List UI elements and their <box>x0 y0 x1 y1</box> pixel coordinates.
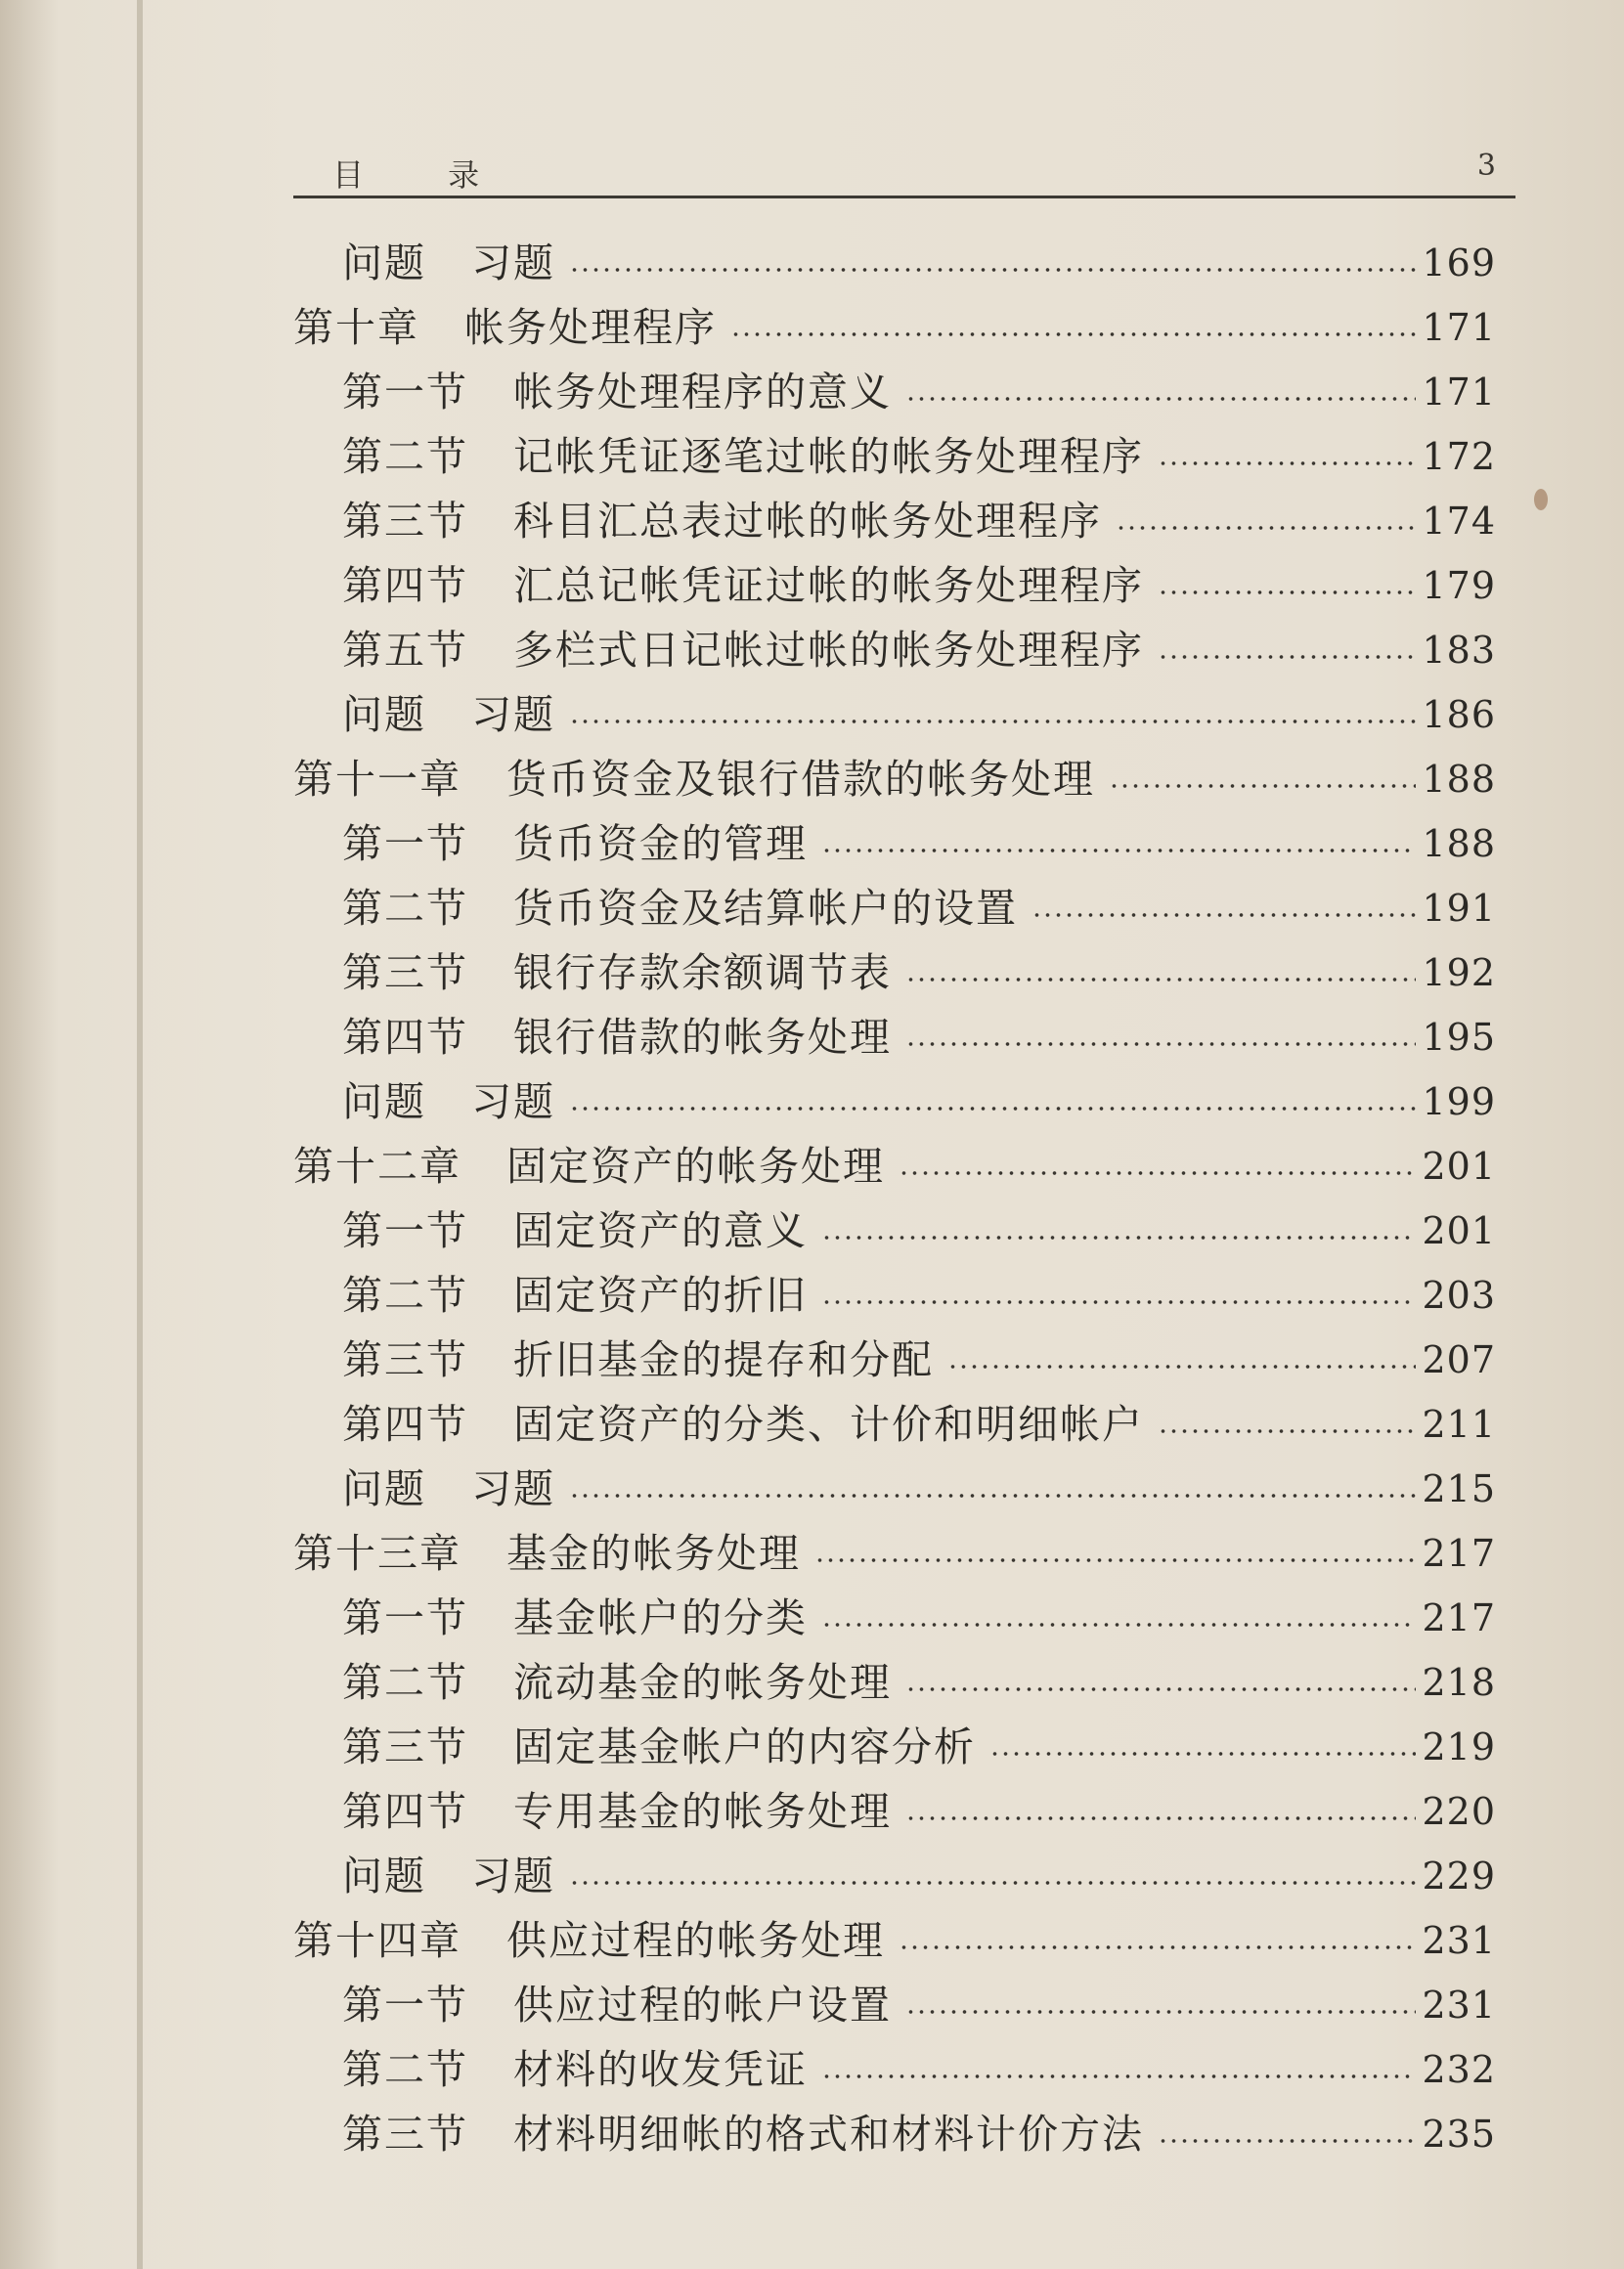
toc-page-number: 174 <box>1422 500 1496 543</box>
dot-leader <box>1158 1429 1416 1433</box>
toc-label: 第二节 <box>342 433 468 480</box>
toc-section-row <box>293 2102 1496 2166</box>
toc-section-row <box>293 1392 1496 1457</box>
toc-page-number: 171 <box>1422 306 1496 349</box>
header-rule <box>293 196 1515 198</box>
dot-leader <box>1031 913 1416 917</box>
toc-page-number: 211 <box>1422 1403 1496 1446</box>
header-page-number: 3 <box>1476 149 1496 183</box>
toc-page-number: 231 <box>1422 1919 1496 1962</box>
toc-label: 问题 <box>342 691 426 738</box>
toc-section-row <box>293 1779 1496 1844</box>
toc-label: 第二节 <box>342 1659 468 1706</box>
toc-chapter-row <box>293 295 1496 360</box>
toc-page-number: 219 <box>1422 1725 1496 1768</box>
toc-label: 第一节 <box>342 369 468 415</box>
toc-title: 固定资产的折旧 <box>513 1272 808 1319</box>
toc-page-number: 201 <box>1422 1145 1496 1188</box>
dot-leader <box>569 1107 1416 1111</box>
toc-title: 基金的帐务处理 <box>506 1530 801 1577</box>
toc-page-number: 231 <box>1422 1984 1496 2027</box>
dot-leader <box>569 1881 1416 1885</box>
toc-section-row <box>293 1457 1496 1521</box>
toc-page-number: 191 <box>1422 887 1496 930</box>
toc-page-number: 195 <box>1422 1016 1496 1059</box>
toc-title: 材料明细帐的格式和材料计价方法 <box>513 2111 1144 2158</box>
toc-label: 问题 <box>342 240 426 286</box>
dot-leader <box>821 849 1416 852</box>
toc-title: 货币资金及银行借款的帐务处理 <box>506 756 1095 803</box>
toc-title: 帐务处理程序 <box>464 304 717 351</box>
dot-leader <box>1116 526 1416 530</box>
toc-label: 第二节 <box>342 885 468 932</box>
dot-leader <box>1158 2139 1416 2143</box>
toc-section-row <box>293 231 1496 295</box>
toc-section-row <box>293 1973 1496 2037</box>
toc-chapter-row <box>293 1908 1496 1973</box>
toc-title: 固定资产的意义 <box>513 1207 808 1254</box>
toc-chapter-row <box>293 1521 1496 1586</box>
toc-title: 折旧基金的提存和分配 <box>513 1336 934 1383</box>
dot-leader <box>1158 461 1416 465</box>
toc-label: 第四节 <box>342 1401 468 1448</box>
toc-label: 第三节 <box>342 1724 468 1770</box>
toc-title: 固定基金帐户的内容分析 <box>513 1724 976 1770</box>
toc-page-number: 235 <box>1422 2113 1496 2156</box>
dot-leader <box>1158 590 1416 594</box>
dot-leader <box>905 978 1416 982</box>
toc-section-row <box>293 618 1496 682</box>
toc-label: 第十四章 <box>293 1917 461 1964</box>
toc-section-row <box>293 940 1496 1005</box>
dot-leader <box>905 397 1416 401</box>
toc-section-row <box>293 682 1496 747</box>
toc-title: 固定资产的帐务处理 <box>506 1143 885 1190</box>
table-of-contents <box>293 231 1496 2166</box>
toc-title: 银行存款余额调节表 <box>513 949 892 996</box>
toc-page-number: 199 <box>1422 1080 1496 1123</box>
dot-leader <box>905 1816 1416 1820</box>
toc-page-number: 215 <box>1422 1467 1496 1510</box>
dot-leader <box>1109 784 1416 788</box>
toc-page-number: 171 <box>1422 371 1496 414</box>
dot-leader <box>989 1752 1416 1756</box>
toc-page-number: 172 <box>1422 435 1496 478</box>
toc-label: 第十三章 <box>293 1530 461 1577</box>
toc-section-row <box>293 1263 1496 1328</box>
toc-label: 第三节 <box>342 2111 468 2158</box>
page-header <box>293 147 1515 194</box>
toc-label: 第十章 <box>293 304 419 351</box>
toc-section-row <box>293 1650 1496 1715</box>
toc-label: 第一节 <box>342 1594 468 1641</box>
toc-chapter-row <box>293 747 1496 811</box>
toc-section-row <box>293 1069 1496 1134</box>
toc-page-number: 183 <box>1422 629 1496 672</box>
toc-section-row <box>293 1005 1496 1069</box>
dot-leader <box>730 332 1416 336</box>
toc-section-row <box>293 1844 1496 1908</box>
toc-section-row <box>293 1328 1496 1392</box>
toc-section-row <box>293 876 1496 940</box>
toc-title: 基金帐户的分类 <box>513 1594 808 1641</box>
dot-leader <box>905 1042 1416 1046</box>
toc-label: 第四节 <box>342 562 468 609</box>
toc-chapter-row <box>293 1134 1496 1199</box>
toc-section-row <box>293 424 1496 489</box>
toc-page-number: 188 <box>1422 758 1496 801</box>
header-title: 目 录 <box>332 156 517 194</box>
toc-label: 问题 <box>342 1853 426 1899</box>
toc-label: 第一节 <box>342 1207 468 1254</box>
toc-title: 记帐凭证逐笔过帐的帐务处理程序 <box>513 433 1144 480</box>
dot-leader <box>569 1494 1416 1498</box>
toc-label: 第三节 <box>342 1336 468 1383</box>
ink-smudge <box>1534 489 1548 510</box>
toc-page-number: 217 <box>1422 1532 1496 1575</box>
dot-leader <box>821 1623 1416 1627</box>
toc-page-number: 201 <box>1422 1209 1496 1252</box>
toc-title: 供应过程的帐户设置 <box>513 1982 892 2029</box>
dot-leader <box>821 1300 1416 1304</box>
toc-section-row <box>293 1715 1496 1779</box>
toc-page-number: 232 <box>1422 2048 1496 2091</box>
toc-title: 习题 <box>471 1078 555 1125</box>
toc-title: 习题 <box>471 1465 555 1512</box>
toc-page-number: 192 <box>1422 951 1496 994</box>
toc-label: 问题 <box>342 1078 426 1125</box>
toc-title: 习题 <box>471 691 555 738</box>
toc-label: 问题 <box>342 1465 426 1512</box>
dot-leader <box>1158 655 1416 659</box>
dot-leader <box>821 2074 1416 2078</box>
toc-title: 货币资金及结算帐户的设置 <box>513 885 1018 932</box>
toc-page-number: 218 <box>1422 1661 1496 1704</box>
toc-page-number: 207 <box>1422 1338 1496 1381</box>
dot-leader <box>814 1558 1416 1562</box>
dot-leader <box>569 720 1416 723</box>
toc-title: 多栏式日记帐过帐的帐务处理程序 <box>513 627 1144 674</box>
toc-label: 第一节 <box>342 820 468 867</box>
toc-title: 帐务处理程序的意义 <box>513 369 892 415</box>
page-spine-shadow <box>137 0 143 2269</box>
dot-leader <box>821 1236 1416 1240</box>
toc-page-number: 179 <box>1422 564 1496 607</box>
toc-section-row <box>293 1199 1496 1263</box>
toc-title: 科目汇总表过帐的帐务处理程序 <box>513 498 1102 545</box>
toc-page-number: 220 <box>1422 1790 1496 1833</box>
toc-label: 第三节 <box>342 498 468 545</box>
toc-label: 第三节 <box>342 949 468 996</box>
toc-title: 汇总记帐凭证过帐的帐务处理程序 <box>513 562 1144 609</box>
toc-title: 货币资金的管理 <box>513 820 808 867</box>
toc-page-number: 229 <box>1422 1854 1496 1898</box>
toc-label: 第二节 <box>342 2046 468 2093</box>
toc-section-row <box>293 2037 1496 2102</box>
toc-label: 第四节 <box>342 1014 468 1061</box>
dot-leader <box>899 1171 1416 1175</box>
dot-leader <box>905 2010 1416 2014</box>
toc-section-row <box>293 489 1496 553</box>
toc-title: 专用基金的帐务处理 <box>513 1788 892 1835</box>
dot-leader <box>899 1945 1416 1949</box>
toc-label: 第一节 <box>342 1982 468 2029</box>
toc-title: 材料的收发凭证 <box>513 2046 808 2093</box>
toc-title: 银行借款的帐务处理 <box>513 1014 892 1061</box>
toc-section-row <box>293 811 1496 876</box>
dot-leader <box>947 1365 1416 1369</box>
toc-label: 第五节 <box>342 627 468 674</box>
toc-section-row <box>293 360 1496 424</box>
toc-page-number: 188 <box>1422 822 1496 865</box>
toc-page-number: 186 <box>1422 693 1496 736</box>
toc-label: 第十二章 <box>293 1143 461 1190</box>
toc-label: 第二节 <box>342 1272 468 1319</box>
toc-title: 习题 <box>471 240 555 286</box>
toc-label: 第四节 <box>342 1788 468 1835</box>
dot-leader <box>569 268 1416 272</box>
toc-section-row <box>293 1586 1496 1650</box>
toc-title: 固定资产的分类、计价和明细帐户 <box>513 1401 1144 1448</box>
toc-title: 供应过程的帐务处理 <box>506 1917 885 1964</box>
toc-title: 习题 <box>471 1853 555 1899</box>
toc-page-number: 169 <box>1422 241 1496 284</box>
toc-label: 第十一章 <box>293 756 461 803</box>
toc-section-row <box>293 553 1496 618</box>
toc-page-number: 203 <box>1422 1274 1496 1317</box>
toc-page-number: 217 <box>1422 1596 1496 1639</box>
toc-title: 流动基金的帐务处理 <box>513 1659 892 1706</box>
dot-leader <box>905 1687 1416 1691</box>
